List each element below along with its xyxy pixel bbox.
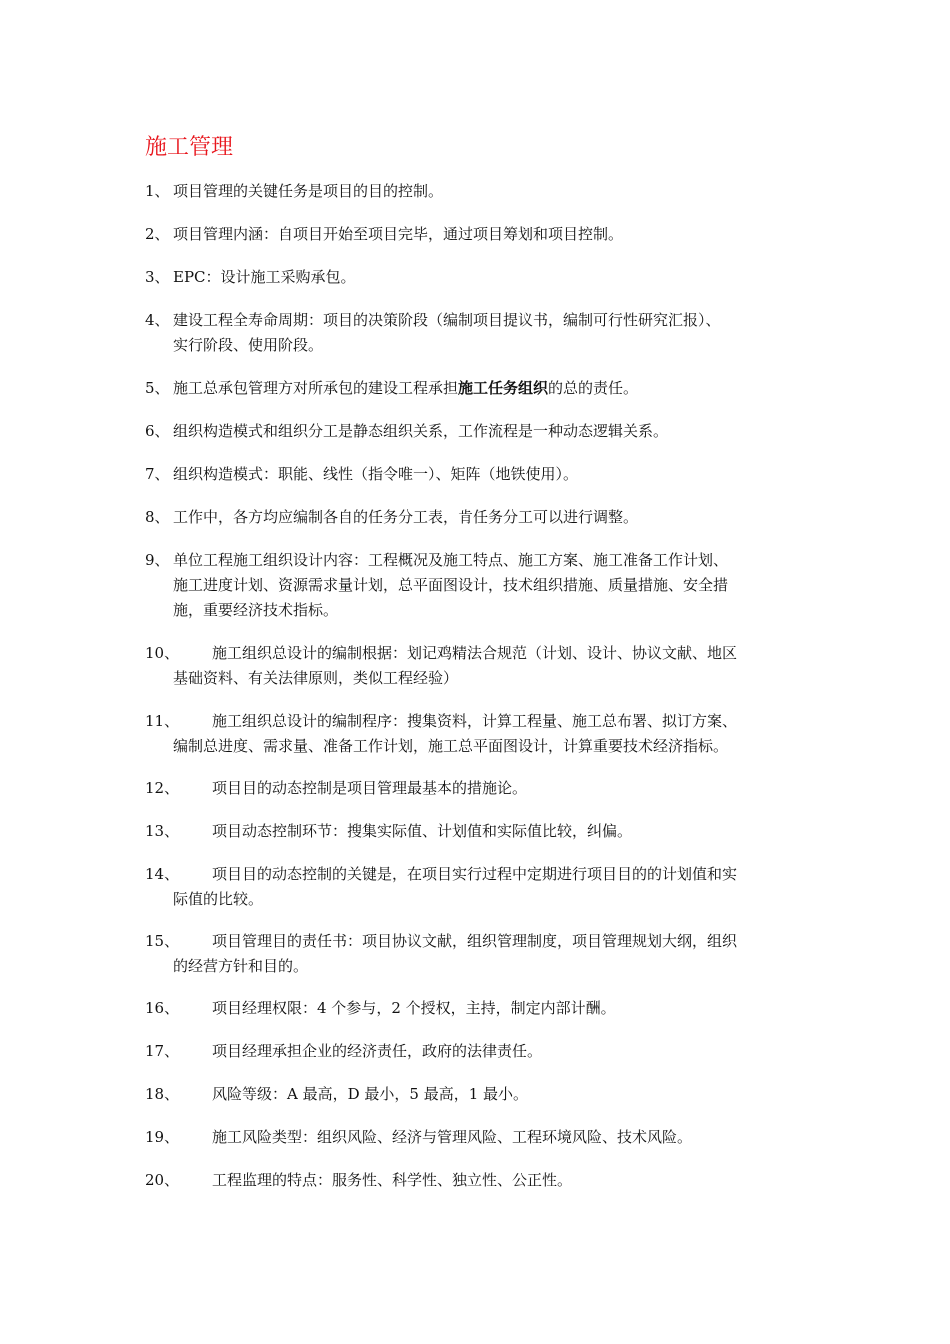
item-number: 14、 [145,865,180,883]
item-number: 7、 [145,465,170,483]
item-text: 项目管理的关键任务是项目的目的控制。 [173,182,444,200]
item-number: 8、 [145,508,170,526]
item-number: 9、 [145,551,170,569]
item-number: 20、 [145,1171,180,1189]
item-text-line: 施，重要经济技术指标。 [173,601,339,619]
item-number: 19、 [145,1128,180,1146]
document-title: 施工管理 [145,135,234,160]
item-text-line: 编制总进度、需求量、准备工作计划，施工总平面图设计，计算重要技术经济指标。 [173,737,729,755]
item-text-line: 实行阶段、使用阶段。 [173,336,324,354]
item-text: 工程监理的特点：服务性、科学性、独立性、公正性。 [212,1171,573,1189]
item-number: 10、 [145,644,180,662]
item-text-pre: 施工总承包管理方对所承包的建设工程承担 [173,379,459,397]
item-text: 项目管理内涵：自项目开始至项目完毕，通过项目筹划和项目控制。 [173,225,624,243]
item-text-line: 的经营方针和目的。 [173,957,309,975]
item-number: 6、 [145,422,170,440]
item-text: EPC：设计施工采购承包。 [173,268,356,286]
item-number: 4、 [145,311,170,329]
item-text-line: 建设工程全寿命周期：项目的决策阶段（编制项目提议书，编制可行性研究汇报）、 [173,311,721,329]
item-text-line: 际值的比较。 [173,890,264,908]
item-number: 18、 [145,1085,180,1103]
item-number: 1、 [145,182,170,200]
item-text: 组织构造模式：职能、线性（指令唯一）、矩阵（地铁使用）。 [173,465,579,483]
item-number: 5、 [145,379,170,397]
item-text-line: 基础资料、有关法律原则，类似工程经验） [173,669,459,687]
item-text-line: 施工组织总设计的编制程序：搜集资料，计算工程量、施工总布署、拟订方案、 [212,712,738,730]
item-text: 风险等级：A 最高，D 最小，5 最高，1 最小。 [212,1085,529,1103]
item-number: 13、 [145,822,180,840]
item-text: 项目经理权限：4 个参与，2 个授权，主持，制定内部计酬。 [212,999,616,1017]
item-number: 11、 [145,712,180,730]
item-number: 17、 [145,1042,180,1060]
item-text-line: 单位工程施工组织设计内容：工程概况及施工特点、施工方案、施工准备工作计划、 [173,551,729,569]
item-text: 项目经理承担企业的经济责任，政府的法律责任。 [212,1042,543,1060]
item-text: 施工风险类型：组织风险、经济与管理风险、工程环境风险、技术风险。 [212,1128,693,1146]
item-text: 项目动态控制环节：搜集实际值、计划值和实际值比较，纠偏。 [212,822,633,840]
item-text-line: 施工组织总设计的编制根据：划记鸡精法合规范（计划、设计、协议文献、地区 [212,644,738,662]
item-number: 16、 [145,999,180,1017]
item-text-post: 的总的责任。 [548,379,639,397]
item-number: 2、 [145,225,170,243]
item-text-line: 项目管理目的责任书：项目协议文献，组织管理制度，项目管理规划大纲，组织 [212,932,738,950]
item-text: 工作中，各方均应编制各自的任务分工表，肯任务分工可以进行调整。 [173,508,639,526]
item-number: 12、 [145,779,180,797]
item-text-line: 施工进度计划、资源需求量计划，总平面图设计，技术组织措施、质量措施、安全措 [173,576,729,594]
item-number: 3、 [145,268,170,286]
item-text: 项目目的动态控制是项目管理最基本的措施论。 [212,779,528,797]
item-text: 组织构造模式和组织分工是静态组织关系，工作流程是一种动态逻辑关系。 [173,422,669,440]
item-text-bold: 施工任务组织 [458,379,549,397]
item-text [173,376,638,401]
item-number: 15、 [145,932,180,950]
item-text-line: 项目目的动态控制的关键是，在项目实行过程中定期进行项目目的的计划值和实 [212,865,738,883]
